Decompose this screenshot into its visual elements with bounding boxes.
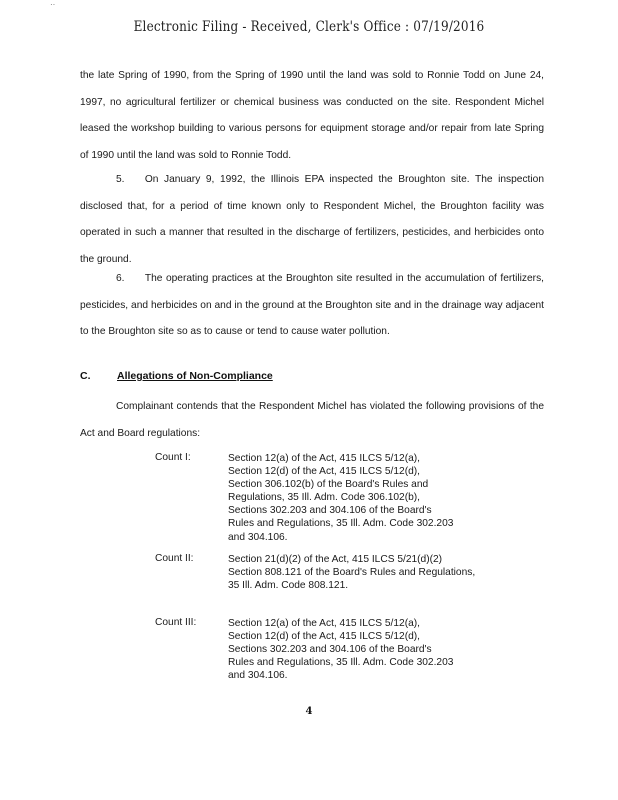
paragraph-6: 6. The operating practices at the Broughton site resulted in the accumulation of fertilizers, pesticides, and herbicides on and in the ground at the Broughton site and in the drainage way adjacent to the Broughton site so as to cause or tend to cause water pollution.: [80, 273, 544, 337]
citation-line: Sections 302.203 and 304.106 of the Board's: [228, 505, 432, 517]
section-heading: [80, 370, 540, 382]
section-title: Allegations of Non-Compliance: [117, 370, 273, 382]
paragraph-5: 5. On January 9, 1992, the Illinois EPA inspected the Broughton site. The inspection disclosed that, for a period of time known only to Respondent Michel, the Broughton facility was operated in such a manner that resulted in the discharge of fertilizers, pesticides, and herbicides onto the ground.: [80, 174, 544, 265]
citation-line: Section 21(d)(2) of the Act, 415 ILCS 5/21(d)(2): [228, 554, 443, 565]
citation-line: Section 12(a) of the Act, 415 ILCS 5/12(a),: [228, 453, 420, 464]
count-citations: [228, 452, 508, 544]
page-number: 4: [305, 706, 313, 717]
paragraph-allegations-intro: Complainant contends that the Respondent Michel has violated the following provisions of the Act and Board regulations:: [80, 401, 544, 439]
citation-line: Section 12(d) of the Act, 415 ILCS 5/12(d),: [228, 631, 420, 643]
citation-line: and 304.106.: [228, 670, 288, 682]
citation-line: Section 808.121 of the Board's Rules and Regulations,: [228, 567, 476, 579]
citation-line: Sections 302.203 and 304.106 of the Board's: [228, 644, 432, 656]
citation-line: 35 Ill. Adm. Code 808.121.: [228, 580, 349, 592]
filing-stamp-header: Electronic Filing - Received, Clerk's Office : 07/19/2016: [133, 19, 485, 35]
section-letter: C.: [80, 370, 91, 382]
count-label: Count II:: [155, 553, 194, 564]
scan-corner-mark: ··: [50, 0, 56, 9]
count-citations: [228, 553, 508, 592]
citation-line: and 304.106.: [228, 531, 288, 543]
citation-line: Rules and Regulations, 35 Ill. Adm. Code 302.203: [228, 518, 454, 530]
count-label: Count III:: [155, 617, 197, 628]
paragraph-continuation: the late Spring of 1990, from the Spring of 1990 until the land was sold to Ronnie Todd on June 24, 1997, no agricultural fertilizer or chemical business was conducted on the site. Respondent Michel leased the workshop building to various persons for equipment storage and/or repair from late Spring of 1990 until the land was sold to Ronnie Todd.: [80, 70, 544, 161]
citation-line: Regulations, 35 Ill. Adm. Code 306.102(b),: [228, 492, 420, 504]
count-citations: [228, 617, 508, 682]
citation-line: Section 12(a) of the Act, 415 ILCS 5/12(a),: [228, 618, 420, 629]
citation-line: Section 306.102(b) of the Board's Rules and: [228, 479, 429, 491]
count-label: Count I:: [155, 452, 191, 463]
citation-line: Rules and Regulations, 35 Ill. Adm. Code 302.203: [228, 657, 454, 669]
citation-line: Section 12(d) of the Act, 415 ILCS 5/12(d),: [228, 466, 420, 478]
